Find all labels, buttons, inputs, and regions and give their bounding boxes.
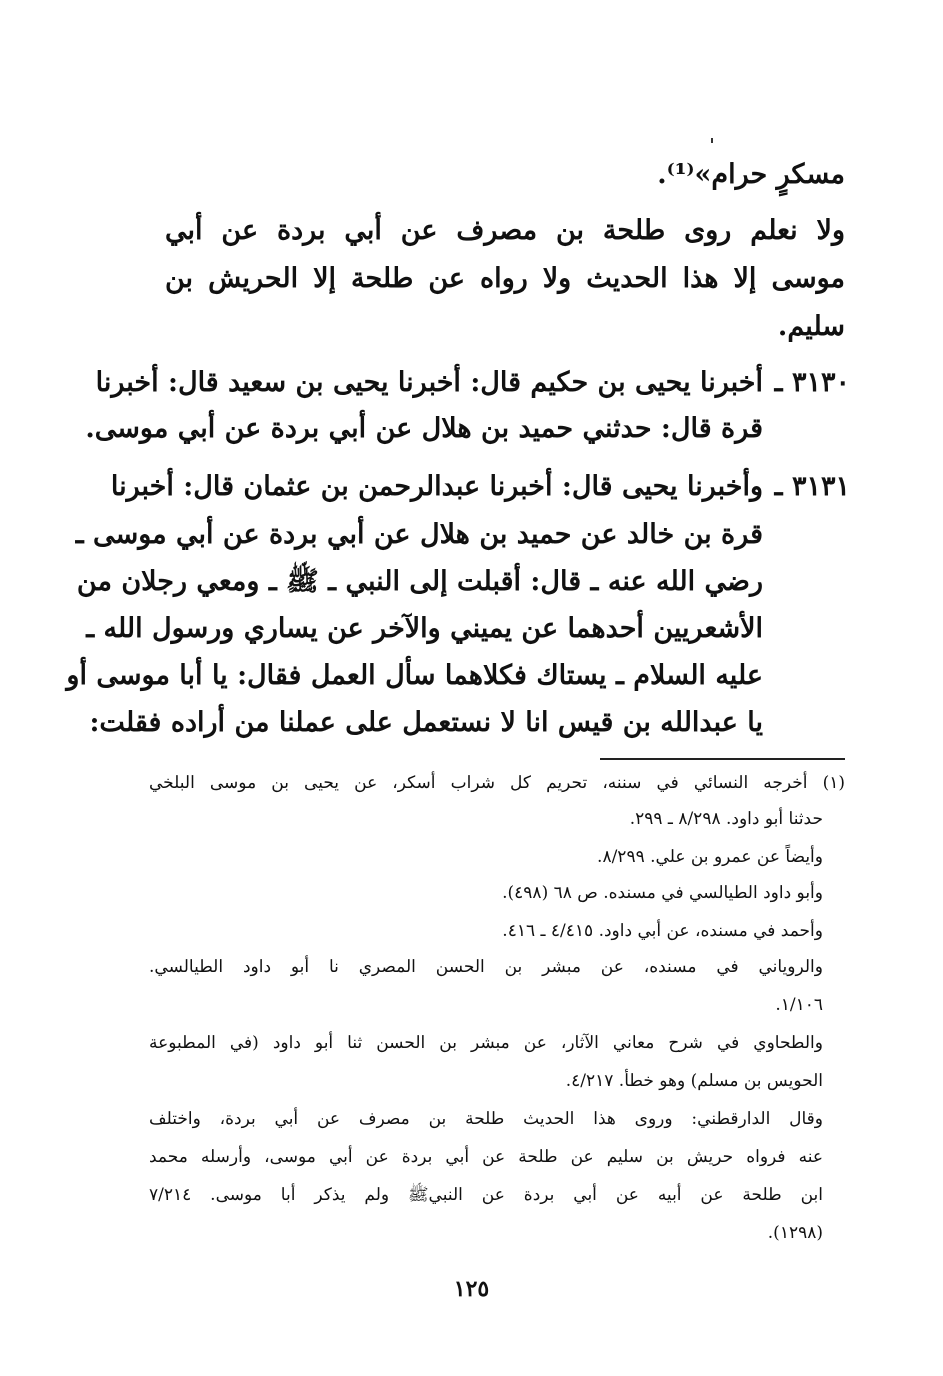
body-line: مسكرٍ حرام»⁽¹⁾. (657, 159, 845, 190)
body-line: قرة قال: حدثني حميد بن هلال عن أبي بردة عن أبي موسى. (85, 413, 763, 444)
body-line: وأخبرنا يحيى قال: أخبرنا عبدالرحمن بن عثمان قال: أخبرنا (110, 471, 763, 502)
footnote-line: وأحمد في مسنده، عن أبي داود. ٤/٤١٥ ـ ٤١٦. (502, 921, 823, 941)
footnote-line: والطحاوي في شرح معاني الآثار، عن مبشر بن الحسن ثنا أبو داود (في المطبوعة (149, 1033, 823, 1053)
footnote-line: وأبو داود الطيالسي في مسنده. ص ٦٨ (٤٩٨). (502, 883, 823, 903)
scan-mark (711, 138, 713, 143)
footnote-line: عنه فرواه حريش بن سليم عن طلحة عن أبي بردة عن أبي موسى، وأرسله محمد (149, 1147, 823, 1167)
body-line: رضي الله عنه ـ قال: أقبلت إلى النبي ـ ﷺ ـ ومعي رجلان من (76, 566, 763, 597)
footnote-line: (١) أخرجه النسائي في سننه، تحريم كل شراب أسكر، عن يحيى بن موسى البلخي (149, 773, 845, 793)
page-number: ١٢٥ (453, 1276, 490, 1302)
footnote-line: حدثنا أبو داود. ٨/٢٩٨ ـ ٢٩٩. (629, 809, 823, 829)
body-line: ولا نعلم روى طلحة بن مصرف عن أبي بردة عن أبي (165, 215, 845, 246)
body-line: موسى إلا هذا الحديث ولا رواه عن طلحة إلا الحريش بن (165, 263, 845, 294)
hadith-number: ٣١٣١ ـ (774, 471, 850, 502)
body-line: يا عبدالله بن قيس انا لا نستعمل على عملنا من أراده فقلت: (89, 707, 763, 738)
footnote-line: ابن طلحة عن أبيه عن أبي بردة عن النبيﷺ ولم يذكر أبا موسى. ٧/٢١٤ (149, 1185, 823, 1205)
body-line: عليه السلام ـ يستاك فكلاهما سأل العمل فقال: يا أبا موسى أو (66, 660, 763, 691)
footnote-line: وأيضاً عن عمرو بن علي. ٨/٢٩٩. (597, 847, 823, 867)
footnote-line: (١٢٩٨). (767, 1223, 823, 1243)
body-line: الأشعريين أحدهما عن يميني والآخر عن يساري ورسول الله ـ (86, 613, 763, 644)
footnote-line: والروياني في مسنده، عن مبشر بن الحسن المصري نا أبو داود الطيالسي. (149, 957, 823, 977)
body-line: سليم. (777, 311, 845, 342)
footnote-line: وقال الدارقطني: وروى هذا الحديث طلحة بن مصرف عن أبي بردة، واختلف (149, 1109, 823, 1129)
footnote-divider (600, 758, 845, 760)
body-line: أخبرنا يحيى بن حكيم قال: أخبرنا يحيى بن سعيد قال: أخبرنا (95, 367, 763, 398)
footnote-line: ١/١٠٦. (775, 995, 823, 1015)
body-line: قرة بن خالد عن حميد بن هلال عن أبي بردة عن أبي موسى ـ (75, 519, 763, 550)
hadith-number: ٣١٣٠ ـ (774, 367, 850, 398)
footnote-line: الحويس بن مسلم) وهو خطأ. ٤/٢١٧. (565, 1071, 823, 1091)
